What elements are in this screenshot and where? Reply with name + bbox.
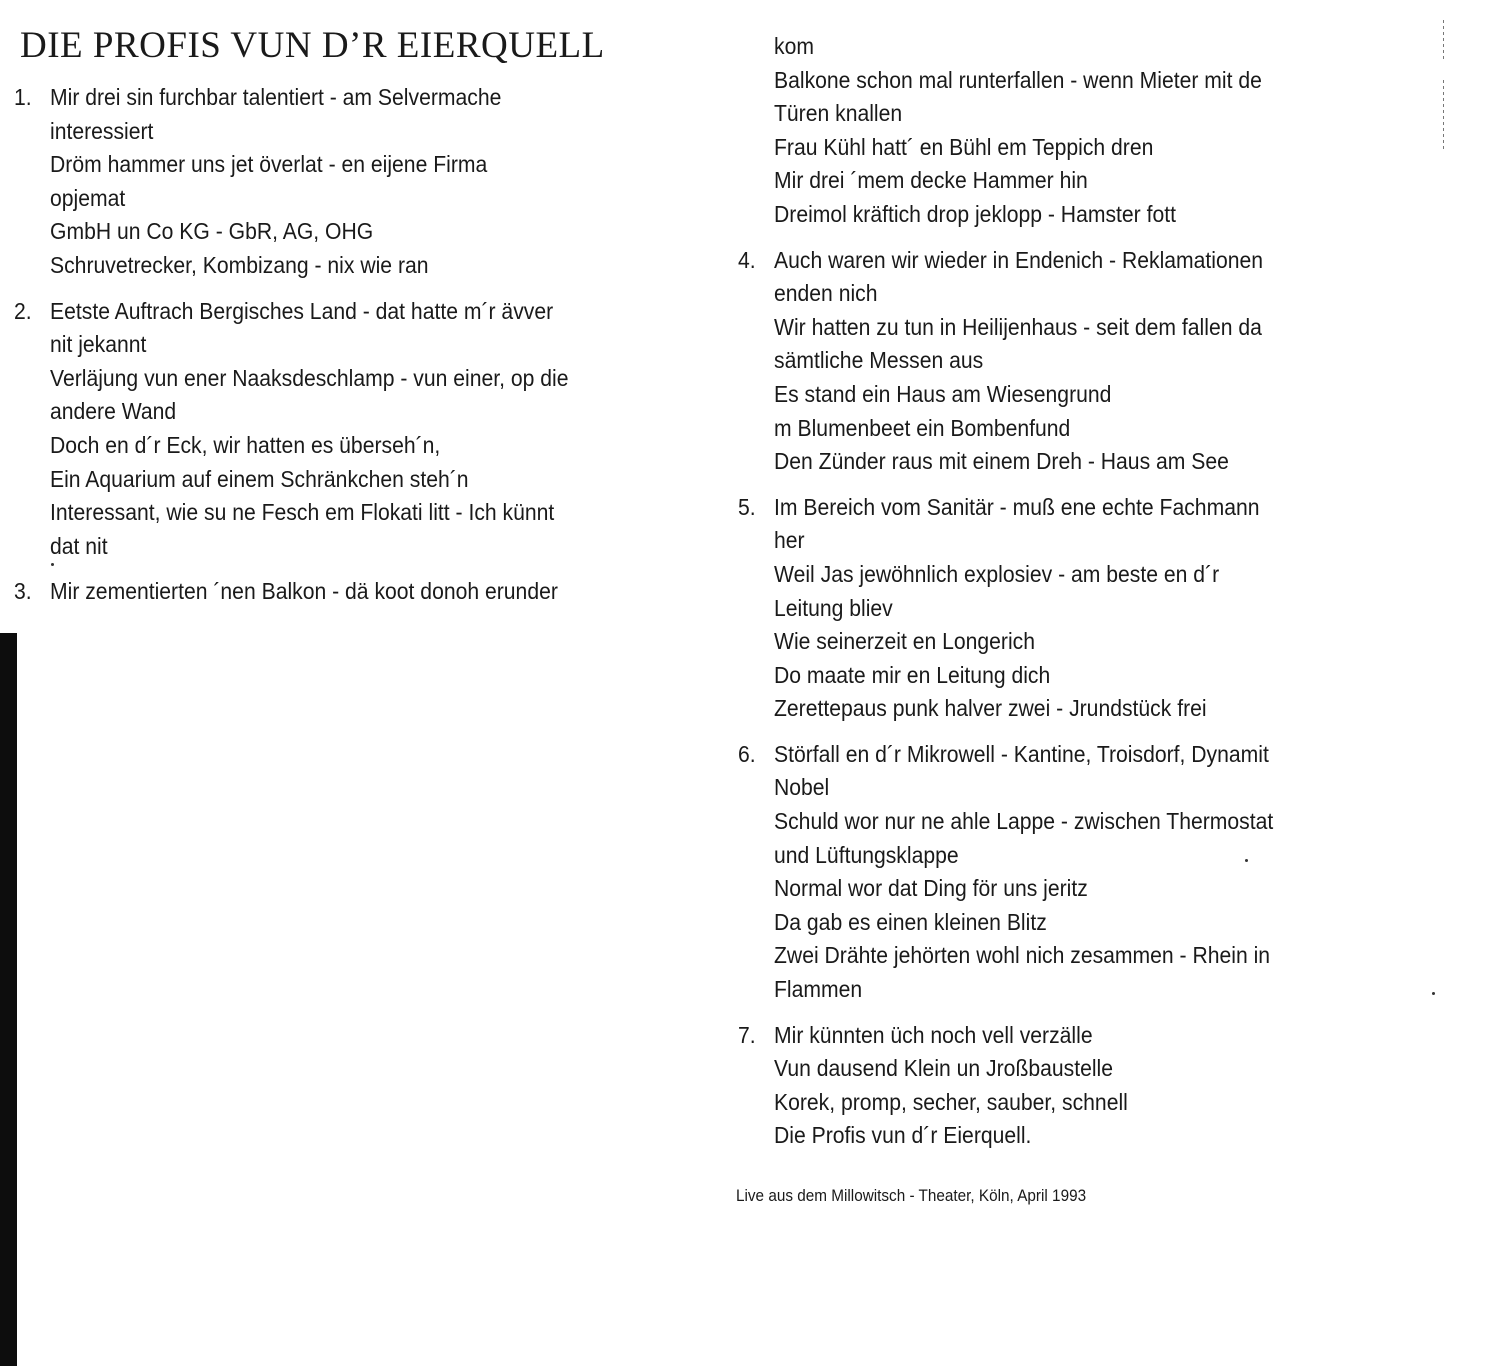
lyric-text: Mir drei sin furchbar talentiert - am Selvermache (50, 84, 502, 110)
lyric-text: Wie seinerzeit en Longerich (774, 628, 1035, 655)
source-note: Live aus dem Millowitsch - Theater, Köln, April 1993 (736, 1186, 1087, 1205)
lyric-line (738, 558, 1368, 592)
lyric-text: her (774, 527, 805, 554)
lyric-line (14, 182, 635, 216)
lyric-line (738, 131, 1368, 165)
lyric-text: Vun dausend Klein un Jroßbaustelle (774, 1055, 1114, 1082)
lyric-text: Zwei Drähte jehörten wohl nich zesammen - Rhein in (774, 942, 1271, 969)
lyric-line (14, 395, 635, 429)
lyric-text: Im Bereich vom Sanitär - muß ene echte Fachmann (774, 493, 1260, 520)
lyric-line (738, 445, 1368, 479)
lyric-line (738, 738, 1368, 772)
scan-speck (51, 563, 54, 566)
lyric-line (738, 1086, 1368, 1120)
verse-gap (738, 1007, 1368, 1019)
lyric-line (14, 81, 635, 115)
lyric-line (14, 362, 635, 396)
lyric-line (738, 311, 1368, 345)
lyric-text: Frau Kühl hatt´ en Bühl em Teppich dren (774, 133, 1154, 160)
lyric-text: Flammen (774, 976, 863, 1003)
lyric-text: Doch en d´r Eck, wir hatten es überseh´n, (50, 431, 441, 458)
lyric-line (738, 939, 1368, 973)
scan-speck (1245, 859, 1248, 862)
lyric-line (738, 277, 1368, 311)
lyric-line (738, 524, 1368, 558)
lyric-line (738, 1052, 1368, 1086)
lyric-text: Mir künnten üch noch vell verzälle (774, 1021, 1093, 1048)
lyric-text: nit jekannt (50, 331, 147, 358)
lyric-text: Es stand ein Haus am Wiesengrund (774, 380, 1112, 407)
lyric-line (738, 659, 1368, 693)
lyric-line (738, 839, 1368, 873)
lyric-text: opjemat (50, 184, 126, 211)
lyric-line (738, 64, 1368, 98)
lyric-text: Türen knallen (774, 100, 903, 127)
lyric-line (738, 625, 1368, 659)
lyric-text: Ein Aquarium auf einem Schränkchen steh´n (50, 465, 469, 492)
lyric-line (14, 115, 635, 149)
lyrics-right-column (738, 30, 1368, 1153)
lyric-text: interessiert (50, 117, 154, 144)
lyric-text: kom (774, 33, 814, 59)
lyric-line (14, 215, 635, 249)
lyric-line (14, 295, 635, 329)
verse-number: 5. (738, 493, 756, 520)
lyric-text: Eetste Auftrach Bergisches Land - dat hatte m´r ävver (50, 297, 554, 324)
lyric-line (738, 378, 1368, 412)
lyric-line (738, 1019, 1368, 1053)
lyric-line (738, 30, 1368, 64)
lyric-text: Balkone schon mal runterfallen - wenn Mieter mit de (774, 66, 1262, 93)
lyric-text: Weil Jas jewöhnlich explosiev - am beste en d´r (774, 560, 1220, 587)
lyric-line (14, 496, 635, 530)
lyric-line (14, 530, 635, 564)
lyric-text: Dreimol kräftich drop jeklopp - Hamster fott (774, 200, 1176, 227)
lyric-line (738, 244, 1368, 278)
lyric-text: Wir hatten zu tun in Heilijenhaus - seit dem fallen da (774, 313, 1262, 340)
verse-number: 4. (738, 246, 756, 273)
lyric-line (14, 249, 635, 283)
lyric-line (738, 491, 1368, 525)
lyric-text: Interessant, wie su ne Fesch em Flokati litt - Ich künnt (50, 499, 555, 526)
lyric-text: Störfall en d´r Mikrowell - Kantine, Troisdorf, Dynamit (774, 740, 1269, 767)
lyric-text: Normal wor dat Ding för uns jeritz (774, 875, 1088, 902)
lyric-text: dat nit (50, 532, 108, 559)
verse-number: 1. (14, 84, 32, 110)
verse-number: 2. (14, 297, 32, 324)
lyric-text: m Blumenbeet ein Bombenfund (774, 414, 1071, 441)
verse-number: 7. (738, 1021, 756, 1048)
verse-gap (738, 479, 1368, 491)
scan-margin-mark (1443, 20, 1444, 60)
lyric-line (738, 344, 1368, 378)
lyric-text: Zerettepaus punk halver zwei - Jrundstück frei (774, 695, 1207, 722)
scan-edge (0, 633, 17, 1366)
lyric-text: Die Profis vun d´r Eierquell. (774, 1122, 1032, 1149)
lyric-line (738, 592, 1368, 626)
lyric-line (14, 463, 635, 497)
lyric-text: Mir zementierten ´nen Balkon - dä koot donoh erunder (50, 578, 558, 605)
verse-gap (14, 283, 635, 295)
lyric-line (738, 771, 1368, 805)
lyric-line (738, 805, 1368, 839)
scan-margin-mark (1443, 80, 1444, 150)
lyric-line (14, 429, 635, 463)
lyric-text: sämtliche Messen aus (774, 347, 984, 374)
lyric-line (738, 1119, 1368, 1153)
lyric-line (738, 973, 1368, 1007)
verse-number: 3. (14, 578, 32, 605)
lyric-text: Dröm hammer uns jet överlat - en eijene Firma (50, 151, 488, 178)
lyric-text: Korek, promp, secher, sauber, schnell (774, 1088, 1128, 1115)
lyric-line (14, 148, 635, 182)
lyric-line (738, 198, 1368, 232)
lyric-text: Mir drei ´mem decke Hammer hin (774, 167, 1088, 194)
scan-speck (1432, 992, 1435, 995)
lyric-text: Leitung bliev (774, 594, 893, 621)
lyric-text: andere Wand (50, 398, 177, 425)
lyric-line (738, 692, 1368, 726)
lyric-line (738, 906, 1368, 940)
lyric-text: Den Zünder raus mit einem Dreh - Haus am See (774, 448, 1229, 475)
lyric-text: Da gab es einen kleinen Blitz (774, 908, 1047, 935)
lyric-text: GmbH un Co KG - GbR, AG, OHG (50, 218, 374, 245)
lyric-text: enden nich (774, 280, 878, 307)
verse-gap (738, 232, 1368, 244)
lyric-text: Schruvetrecker, Kombizang - nix wie ran (50, 251, 429, 278)
lyric-line (738, 872, 1368, 906)
lyric-text: und Lüftungsklappe (774, 841, 959, 868)
lyric-line (738, 164, 1368, 198)
lyric-text: Nobel (774, 774, 830, 801)
lyric-text: Schuld wor nur ne ahle Lappe - zwischen Thermostat (774, 808, 1274, 835)
verse-number: 6. (738, 740, 756, 767)
lyric-line (14, 575, 635, 609)
verse-gap (14, 563, 635, 575)
lyrics-left-column (14, 81, 635, 609)
song-title: DIE PROFIS VUN D’R EIERQUELL (20, 25, 605, 66)
lyric-line (14, 328, 635, 362)
lyric-line (738, 97, 1368, 131)
lyric-text: Verläjung vun ener Naaksdeschlamp - vun einer, op die (50, 364, 569, 391)
verse-gap (738, 726, 1368, 738)
lyric-line (738, 412, 1368, 446)
lyric-text: Do maate mir en Leitung dich (774, 661, 1051, 688)
lyric-text: Auch waren wir wieder in Endenich - Reklamationen (774, 246, 1264, 273)
